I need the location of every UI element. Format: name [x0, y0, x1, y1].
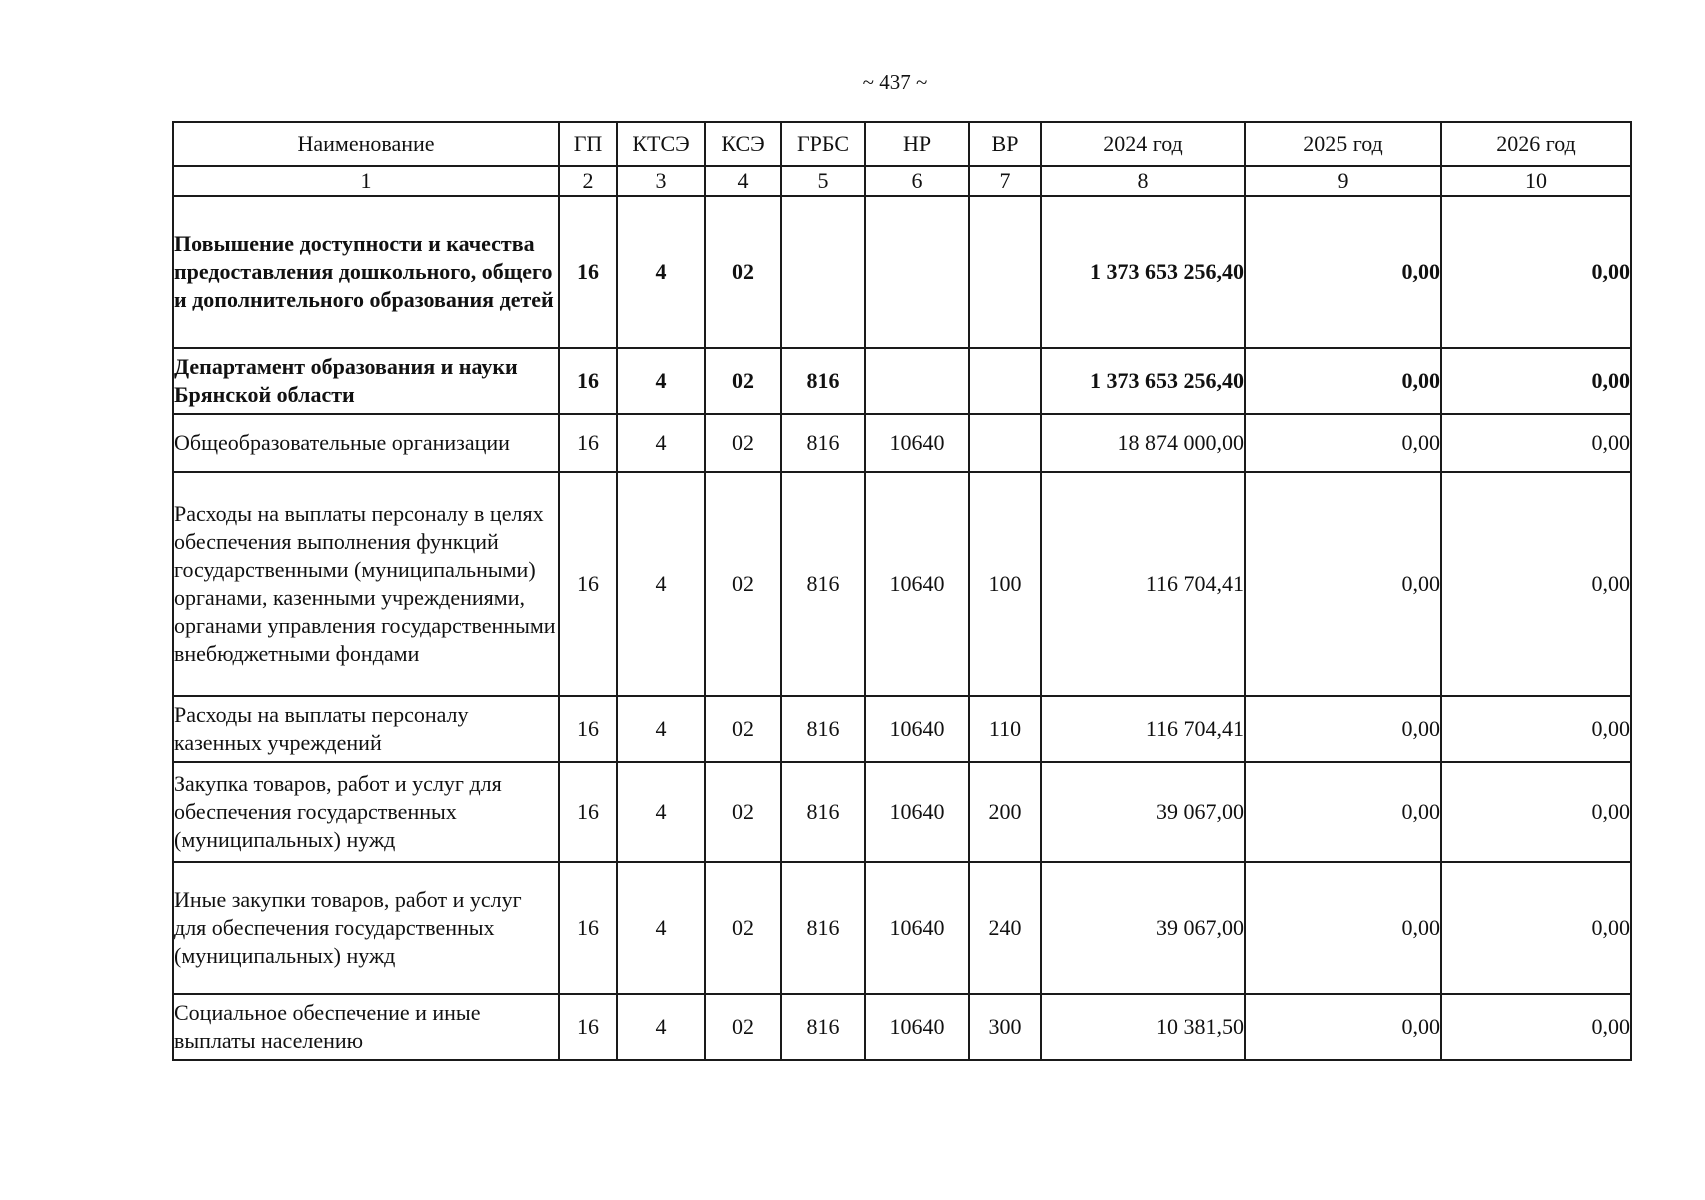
column-number-cell: 9 — [1245, 166, 1441, 196]
row-name-cell: Расходы на выплаты персоналу казенных учреждений — [173, 696, 559, 762]
column-number-cell: 2 — [559, 166, 617, 196]
year-2026-cell: 0,00 — [1441, 994, 1631, 1060]
gp-cell: 16 — [559, 696, 617, 762]
ktse-cell: 4 — [617, 348, 705, 414]
year-2026-cell: 0,00 — [1441, 196, 1631, 348]
kse-cell: 02 — [705, 762, 781, 862]
year-2024-cell: 39 067,00 — [1041, 862, 1245, 994]
year-2024-cell: 39 067,00 — [1041, 762, 1245, 862]
year-2024-cell: 10 381,50 — [1041, 994, 1245, 1060]
ktse-cell: 4 — [617, 414, 705, 472]
year-2026-cell: 0,00 — [1441, 696, 1631, 762]
column-number-row — [173, 166, 1631, 196]
header-cell: 2026 год — [1441, 122, 1631, 166]
row-name-cell: Расходы на выплаты персоналу в целях обеспечения выполнения функций государственными (муниципальными) органами, казенными учреждениями, органами управления государственными внебюджетными фондами — [173, 472, 559, 696]
year-2026-cell: 0,00 — [1441, 348, 1631, 414]
grbs-cell: 816 — [781, 348, 865, 414]
table-row — [173, 348, 1631, 414]
kse-cell: 02 — [705, 472, 781, 696]
vr-cell: 300 — [969, 994, 1041, 1060]
vr-cell: 200 — [969, 762, 1041, 862]
ktse-cell: 4 — [617, 696, 705, 762]
nr-cell: 10640 — [865, 994, 969, 1060]
header-cell: 2025 год — [1245, 122, 1441, 166]
page-number: ~ 437 ~ — [862, 70, 928, 94]
grbs-cell: 816 — [781, 994, 865, 1060]
grbs-cell: 816 — [781, 762, 865, 862]
header-cell: ГП — [559, 122, 617, 166]
nr-cell: 10640 — [865, 696, 969, 762]
year-2025-cell: 0,00 — [1245, 696, 1441, 762]
vr-cell: 110 — [969, 696, 1041, 762]
row-name-cell: Социальное обеспечение и иные выплаты населению — [173, 994, 559, 1060]
nr-cell: 10640 — [865, 472, 969, 696]
year-2026-cell: 0,00 — [1441, 414, 1631, 472]
year-2025-cell: 0,00 — [1245, 348, 1441, 414]
kse-cell: 02 — [705, 862, 781, 994]
kse-cell: 02 — [705, 994, 781, 1060]
vr-cell: 100 — [969, 472, 1041, 696]
gp-cell: 16 — [559, 196, 617, 348]
kse-cell: 02 — [705, 348, 781, 414]
row-name-cell: Повышение доступности и качества предоставления дошкольного, общего и дополнительного образования детей — [173, 196, 559, 348]
header-cell: НР — [865, 122, 969, 166]
nr-cell — [865, 348, 969, 414]
table-row — [173, 472, 1631, 696]
vr-cell — [969, 348, 1041, 414]
year-2025-cell: 0,00 — [1245, 994, 1441, 1060]
year-2024-cell: 18 874 000,00 — [1041, 414, 1245, 472]
header-cell: 2024 год — [1041, 122, 1245, 166]
ktse-cell: 4 — [617, 862, 705, 994]
row-name-cell: Департамент образования и науки Брянской области — [173, 348, 559, 414]
ktse-cell: 4 — [617, 762, 705, 862]
table-row — [173, 196, 1631, 348]
column-number-cell: 1 — [173, 166, 559, 196]
grbs-cell: 816 — [781, 414, 865, 472]
kse-cell: 02 — [705, 414, 781, 472]
year-2025-cell: 0,00 — [1245, 414, 1441, 472]
header-cell: Наименование — [173, 122, 559, 166]
column-number-cell: 8 — [1041, 166, 1245, 196]
table-row — [173, 862, 1631, 994]
nr-cell: 10640 — [865, 862, 969, 994]
header-cell: ГРБС — [781, 122, 865, 166]
year-2025-cell: 0,00 — [1245, 196, 1441, 348]
kse-cell: 02 — [705, 196, 781, 348]
vr-cell: 240 — [969, 862, 1041, 994]
ktse-cell: 4 — [617, 994, 705, 1060]
vr-cell — [969, 414, 1041, 472]
nr-cell: 10640 — [865, 414, 969, 472]
row-name-cell: Иные закупки товаров, работ и услуг для обеспечения государственных (муниципальных) нужд — [173, 862, 559, 994]
grbs-cell — [781, 196, 865, 348]
ktse-cell: 4 — [617, 472, 705, 696]
nr-cell: 10640 — [865, 762, 969, 862]
table-row — [173, 994, 1631, 1060]
row-name-cell: Закупка товаров, работ и услуг для обеспечения государственных (муниципальных) нужд — [173, 762, 559, 862]
vr-cell — [969, 196, 1041, 348]
year-2025-cell: 0,00 — [1245, 762, 1441, 862]
grbs-cell: 816 — [781, 862, 865, 994]
gp-cell: 16 — [559, 762, 617, 862]
header-cell: КСЭ — [705, 122, 781, 166]
header-cell: ВР — [969, 122, 1041, 166]
column-number-cell: 3 — [617, 166, 705, 196]
grbs-cell: 816 — [781, 472, 865, 696]
year-2026-cell: 0,00 — [1441, 862, 1631, 994]
header-row — [173, 122, 1631, 166]
gp-cell: 16 — [559, 414, 617, 472]
kse-cell: 02 — [705, 696, 781, 762]
ktse-cell: 4 — [617, 196, 705, 348]
budget-table — [172, 121, 1632, 1061]
year-2025-cell: 0,00 — [1245, 862, 1441, 994]
nr-cell — [865, 196, 969, 348]
header-cell: КТСЭ — [617, 122, 705, 166]
column-number-cell: 7 — [969, 166, 1041, 196]
year-2024-cell: 116 704,41 — [1041, 472, 1245, 696]
gp-cell: 16 — [559, 862, 617, 994]
row-name-cell: Общеобразовательные организации — [173, 414, 559, 472]
grbs-cell: 816 — [781, 696, 865, 762]
year-2024-cell: 1 373 653 256,40 — [1041, 196, 1245, 348]
column-number-cell: 5 — [781, 166, 865, 196]
year-2024-cell: 1 373 653 256,40 — [1041, 348, 1245, 414]
table-row — [173, 696, 1631, 762]
year-2025-cell: 0,00 — [1245, 472, 1441, 696]
year-2024-cell: 116 704,41 — [1041, 696, 1245, 762]
year-2026-cell: 0,00 — [1441, 762, 1631, 862]
year-2026-cell: 0,00 — [1441, 472, 1631, 696]
gp-cell: 16 — [559, 472, 617, 696]
table-row — [173, 762, 1631, 862]
column-number-cell: 4 — [705, 166, 781, 196]
gp-cell: 16 — [559, 348, 617, 414]
column-number-cell: 10 — [1441, 166, 1631, 196]
column-number-cell: 6 — [865, 166, 969, 196]
table-row — [173, 414, 1631, 472]
gp-cell: 16 — [559, 994, 617, 1060]
